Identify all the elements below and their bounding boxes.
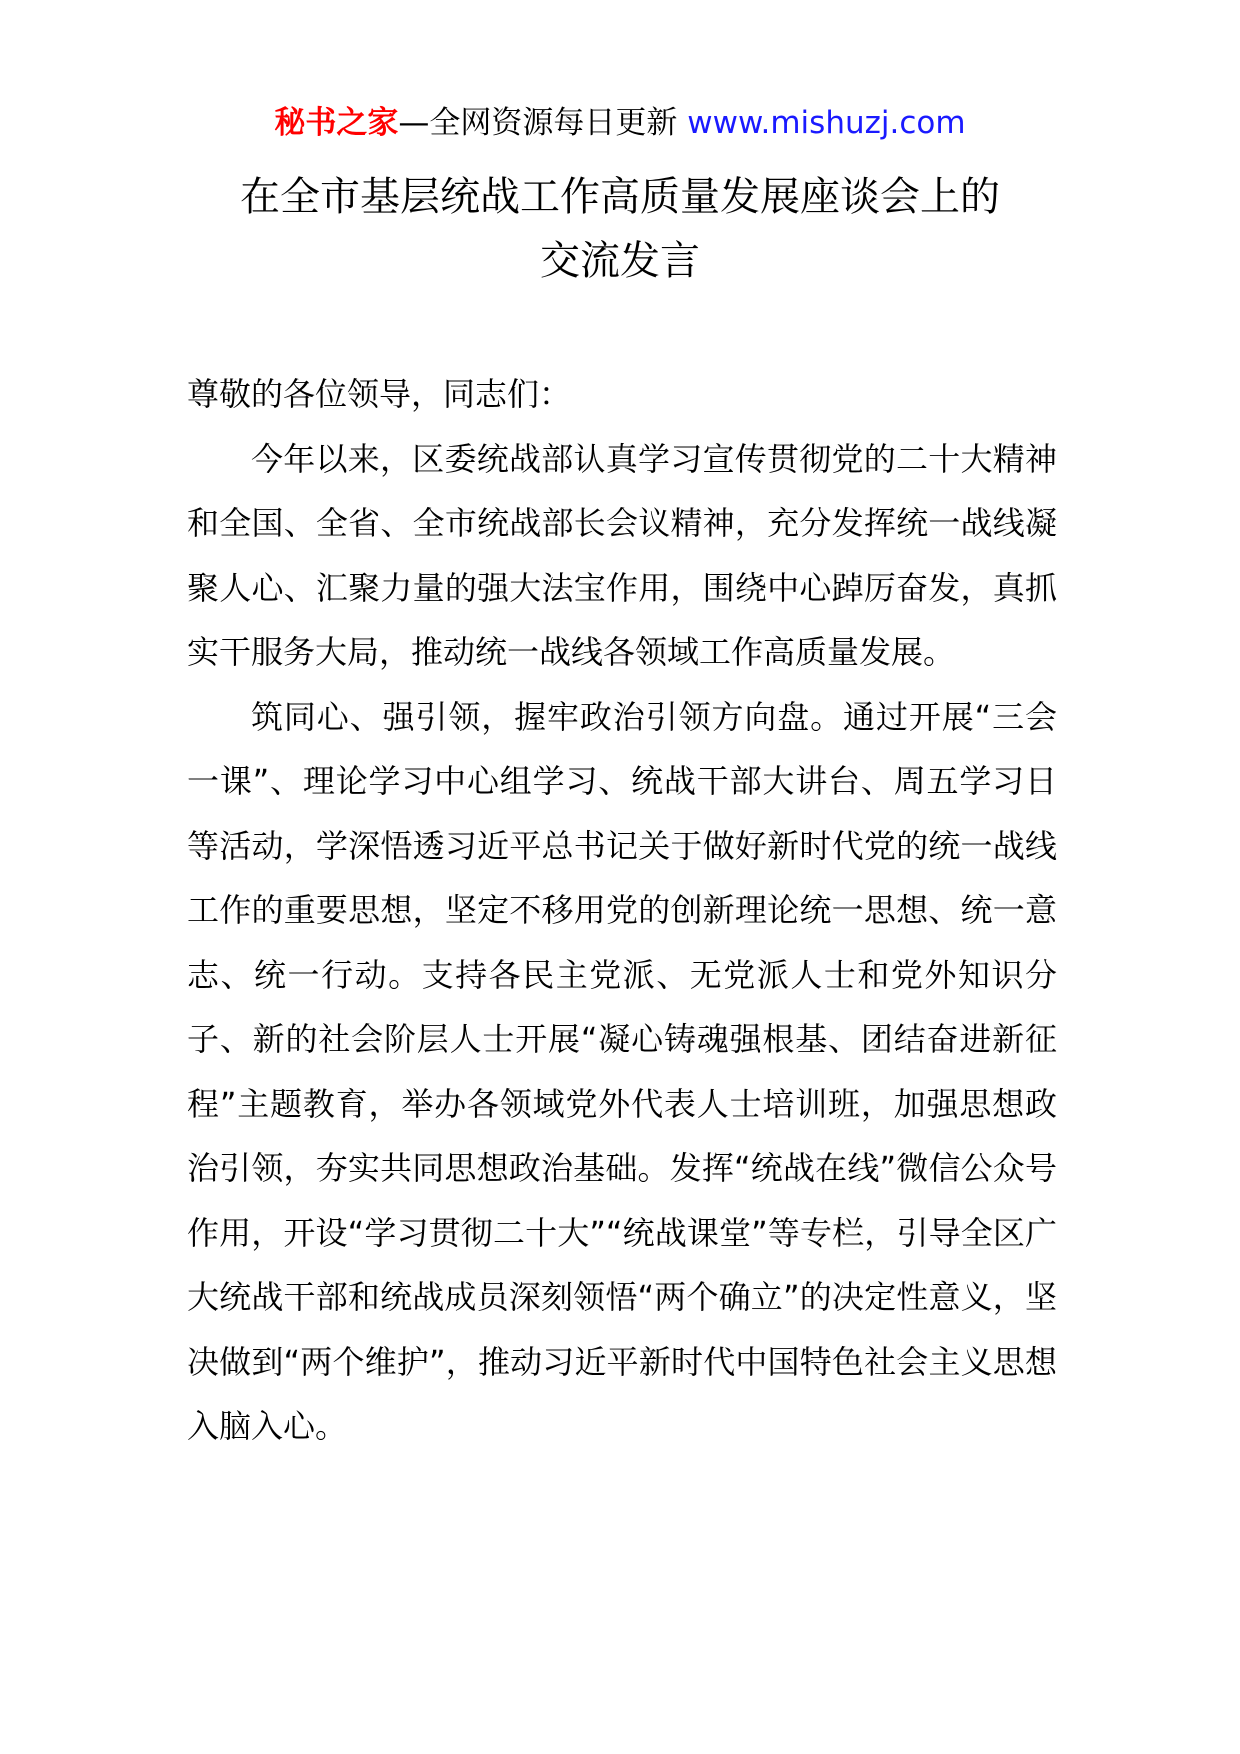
document-title xyxy=(0,165,1240,293)
site-banner xyxy=(0,101,1240,145)
paragraph: 今年以来，区委统战部认真学习宣传贯彻党的二十大精神和全国、全省、全市统战部长会议精神，充分发挥统一战线凝聚人心、汇聚力量的强大法宝作用，围绕中心踔厉奋发，真抓实干服务大局，推动统一战线各领域工作高质量发展。 xyxy=(187,439,1057,671)
banner-tagline: —全网资源每日更新 xyxy=(398,105,678,141)
title-line-2: 交流发言 xyxy=(540,238,700,284)
paragraph: 筑同心、强引领，握牢政治引领方向盘。通过开展“三会一课”、理论学习中心组学习、统战干部大讲台、周五学习日等活动，学深悟透习近平总书记关于做好新时代党的统一战线工作的重要思想，坚定不移用党的创新理论统一思想、统一意志、统一行动。支持各民主党派、无党派人士和党外知识分子、新的社会阶层人士开展“凝心铸魂强根基、团结奋进新征程”主题教育，举办各领域党外代表人士培训班，加强思想政治引领，夯实共同思想政治基础。发挥“统战在线”微信公众号作用，开设“学习贯彻二十大”“统战课堂”等专栏，引导全区广大统战干部和统战成员深刻领悟“两个确立”的决定性意义，坚决做到“两个维护”，推动习近平新时代中国特色社会主义思想入脑入心。 xyxy=(187,697,1057,1445)
document-body xyxy=(187,362,1057,1459)
title-line-1: 在全市基层统战工作高质量发展座谈会上的 xyxy=(240,174,1000,220)
banner-brand: 秘书之家 xyxy=(274,105,399,141)
salutation: 尊敬的各位领导，同志们： xyxy=(187,375,572,413)
banner-url: www.mishuzj.com xyxy=(687,105,966,141)
